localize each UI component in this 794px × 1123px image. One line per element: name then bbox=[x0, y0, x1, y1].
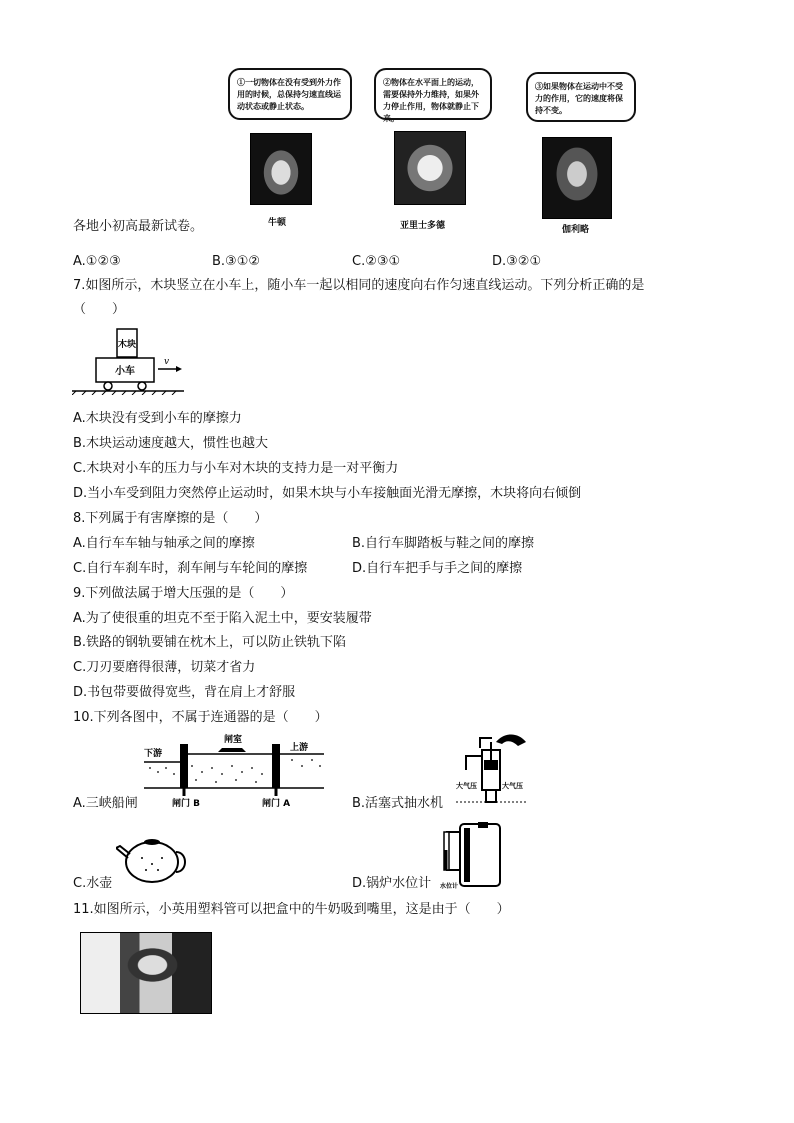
quote-bubble-3: ③如果物体在运动中不受力的作用，它的速度将保持不变。 bbox=[526, 72, 636, 122]
newton-portrait bbox=[250, 133, 312, 205]
caption-newton: 牛顿 bbox=[268, 218, 287, 228]
q10-option-c: C.水壶 bbox=[73, 876, 113, 891]
q7-fig-block-label: 木块 bbox=[117, 340, 137, 350]
q7-fig-v-label: v bbox=[164, 357, 170, 367]
q10-upstream-label: 上游 bbox=[290, 743, 309, 753]
q10-atm-left-label: 大气压 bbox=[456, 782, 477, 790]
caption-galileo: 伽利略 bbox=[562, 225, 590, 235]
q6-option-c: C.②③① bbox=[352, 254, 401, 269]
watermark-text: 各地小初高最新试卷。 bbox=[73, 219, 204, 234]
q7-option-b: B.木块运动速度越大，惯性也越大 bbox=[73, 436, 269, 451]
q10-option-b: B.活塞式抽水机 bbox=[352, 796, 444, 811]
q9-stem: 9.下列做法属于增大压强的是（ ） bbox=[73, 586, 294, 601]
q10-stem: 10.下列各图中，不属于连通器的是（ ） bbox=[73, 710, 328, 725]
q10-kettle-figure bbox=[116, 828, 188, 886]
q11-stem: 11.如图所示，小英用塑料管可以把盒中的牛奶吸到嘴里，这是由于（ ） bbox=[73, 902, 510, 917]
q6-option-d: D.③②① bbox=[492, 254, 542, 269]
q6-option-a: A.①②③ bbox=[73, 254, 121, 269]
q9-option-c: C.刀刃要磨得很薄，切菜才省力 bbox=[73, 660, 256, 675]
q7-fig-cart-label: 小车 bbox=[115, 366, 135, 377]
q9-option-a: A.为了使很重的坦克不至于陷入泥土中，要安装履带 bbox=[73, 611, 372, 626]
q10-option-d: D.锅炉水位计 bbox=[352, 876, 432, 891]
q7-option-c: C.木块对小车的压力与小车对木块的支持力是一对平衡力 bbox=[73, 461, 399, 476]
q8-stem: 8.下列属于有害摩擦的是（ ） bbox=[73, 511, 268, 526]
q7-option-a: A.木块没有受到小车的摩擦力 bbox=[73, 411, 242, 426]
galileo-portrait bbox=[542, 137, 612, 219]
q7-paren: （ ） bbox=[73, 302, 126, 317]
caption-aristotle: 亚里士多德 bbox=[400, 221, 446, 231]
q8-option-b: B.自行车脚踏板与鞋之间的摩擦 bbox=[352, 536, 535, 551]
quote-bubble-1: ①一切物体在没有受到外力作用的时候，总保持匀速直线运动状态或静止状态。 bbox=[228, 68, 352, 120]
q10-pump-figure bbox=[456, 732, 530, 808]
q8-option-a: A.自行车车轴与轴承之间的摩擦 bbox=[73, 536, 255, 551]
q10-gate-a-label: 闸门 A bbox=[262, 799, 291, 808]
q6-option-b: B.③①② bbox=[212, 254, 261, 269]
q10-option-a: A.三峡船闸 bbox=[73, 796, 138, 811]
aristotle-portrait bbox=[394, 131, 466, 205]
q7-option-d: D.当小车受到阻力突然停止运动时，如果木块与小车接触面光滑无摩擦，木块将向右倾倒 bbox=[73, 486, 582, 501]
q11-girl-drinking-milk-photo bbox=[80, 932, 212, 1014]
q8-option-d: D.自行车把手与手之间的摩擦 bbox=[352, 561, 523, 576]
q10-downstream-label: 下游 bbox=[144, 749, 163, 759]
q10-atm-right-label: 大气压 bbox=[502, 782, 523, 790]
q9-option-d: D.书包带要做得宽些，背在肩上才舒服 bbox=[73, 685, 296, 700]
q9-option-b: B.铁路的钢轨要铺在枕木上，可以防止铁轨下陷 bbox=[73, 635, 347, 650]
q10-boiler-gauge-figure bbox=[440, 820, 506, 892]
q10-gauge-label: 水位计 bbox=[440, 883, 459, 890]
q10-lock-chamber-label: 闸室 bbox=[224, 735, 243, 745]
q8-option-c: C.自行车刹车时，刹车闸与车轮间的摩擦 bbox=[73, 561, 308, 576]
q10-gate-b-label: 闸门 B bbox=[172, 799, 200, 808]
q7-stem: 7.如图所示，木块竖立在小车上，随小车一起以相同的速度向右作匀速直线运动。下列分析正确的是 bbox=[73, 278, 645, 293]
quote-bubble-2: ②物体在水平面上的运动，需要保持外力维持，如果外力停止作用，物体就静止下来。 bbox=[374, 68, 492, 120]
q7-cart-figure bbox=[72, 325, 184, 395]
q10-ship-lock-figure bbox=[144, 732, 324, 808]
